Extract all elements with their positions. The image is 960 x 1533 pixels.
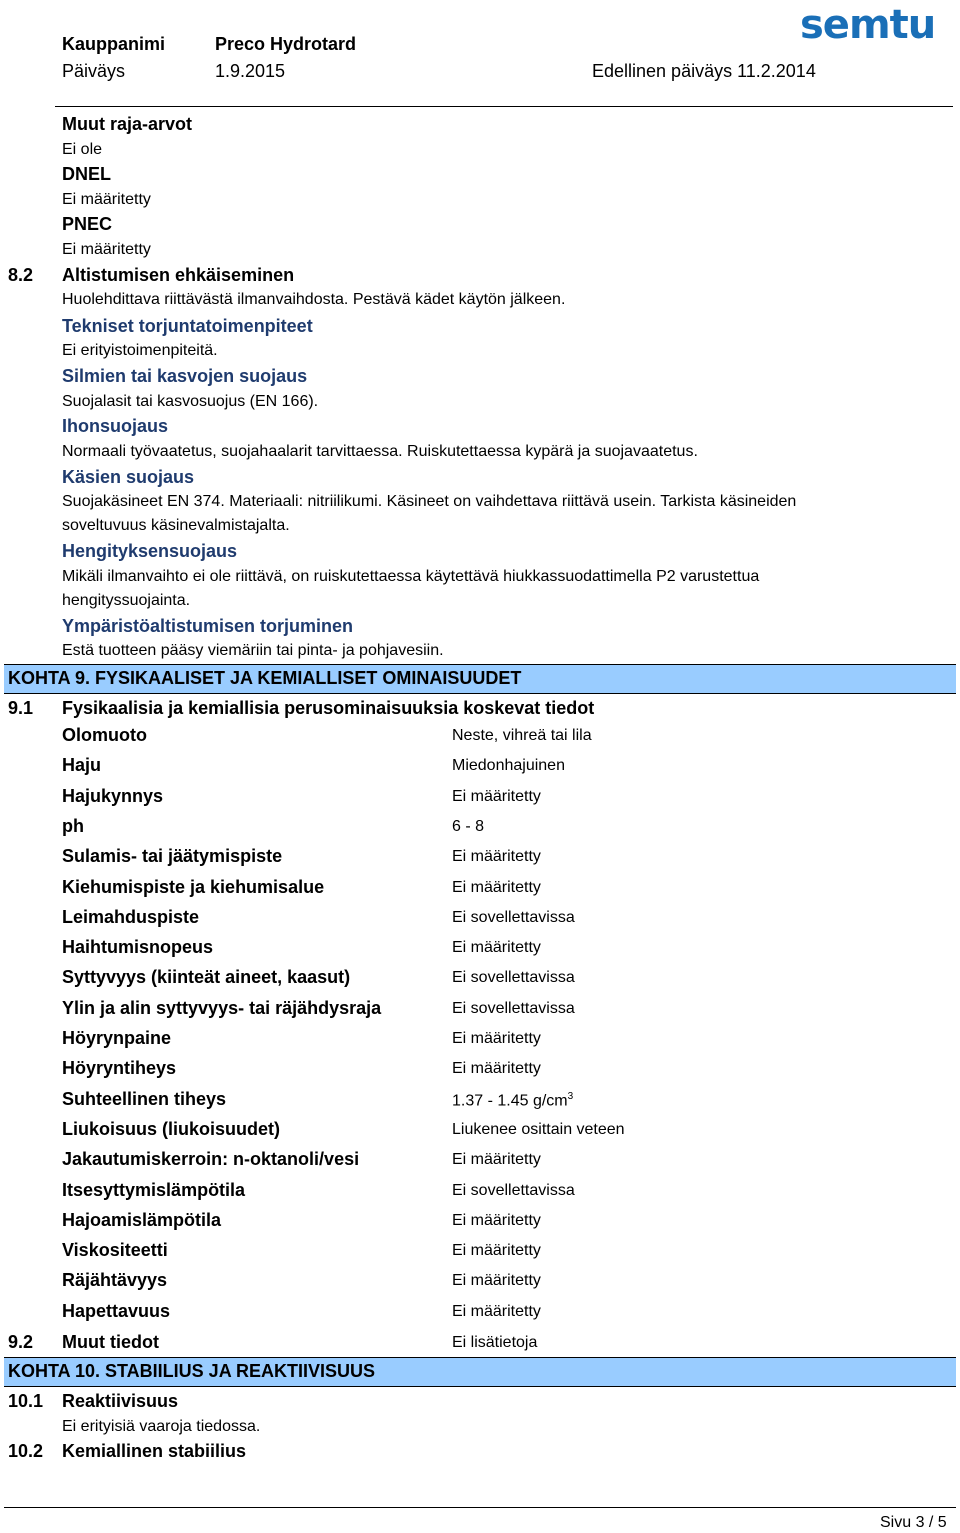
property-value xyxy=(452,1091,573,1110)
header-divider xyxy=(55,106,953,107)
section-9-2-number: 9.2 xyxy=(8,1332,34,1352)
dnel-title: DNEL xyxy=(62,164,111,184)
other-limits-value: Ei ole xyxy=(62,141,103,158)
property-value xyxy=(452,1151,541,1169)
property-value xyxy=(452,969,575,987)
property-value-text: Ei määritetty xyxy=(452,1303,541,1320)
section-10-1-text: Ei erityisiä vaaroja tiedossa. xyxy=(62,1418,261,1435)
pnec-title: PNEC xyxy=(62,214,113,234)
section-10-1-title: Reaktiivisuus xyxy=(62,1391,179,1411)
property-label: Hapettavuus xyxy=(62,1301,171,1321)
property-value-text: Ei sovellettavissa xyxy=(452,1182,575,1199)
property-value-text: Ei määritetty xyxy=(452,788,541,805)
eye-protection-text: Suojalasit tai kasvosuojus (EN 166). xyxy=(62,393,319,410)
section-9-2-title: Muut tiedot xyxy=(62,1332,159,1352)
respiratory-protection-text-2: hengityssuojainta. xyxy=(62,592,191,609)
property-label: Viskositeetti xyxy=(62,1240,168,1260)
property-value xyxy=(452,788,541,806)
property-value xyxy=(452,1030,541,1048)
property-label: Hajoamislämpötila xyxy=(62,1210,222,1230)
property-label: Hajukynnys xyxy=(62,786,164,806)
property-value-text: 1.37 - 1.45 g/cm xyxy=(452,1092,568,1110)
property-label: Kiehumispiste ja kiehumisalue xyxy=(62,877,325,897)
section-8-2-number: 8.2 xyxy=(8,265,34,285)
technical-controls-title: Tekniset torjuntatoimenpiteet xyxy=(62,316,313,336)
property-value-text: 6 - 8 xyxy=(452,818,485,835)
property-value-text: Ei määritetty xyxy=(452,939,541,956)
property-label: Räjähtävyys xyxy=(62,1270,168,1290)
section-8-2-title: Altistumisen ehkäiseminen xyxy=(62,265,295,285)
property-value-text: Ei määritetty xyxy=(452,879,541,896)
environmental-exposure-text: Estä tuotteen pääsy viemäriin tai pinta- ja pohjavesiin. xyxy=(62,642,444,659)
property-label: ph xyxy=(62,816,84,836)
section-9-heading: KOHTA 9. FYSIKAALISET JA KEMIALLISET OMINAISUUDET xyxy=(8,668,522,688)
dnel-value: Ei määritetty xyxy=(62,191,151,208)
property-value-text: Ei määritetty xyxy=(452,1060,541,1077)
property-value-text: Ei määritetty xyxy=(452,1151,541,1168)
respiratory-protection-title: Hengityksensuojaus xyxy=(62,541,238,561)
other-limits-title: Muut raja-arvot xyxy=(62,114,193,134)
property-value-text: Ei määritetty xyxy=(452,1212,541,1229)
pnec-value: Ei määritetty xyxy=(62,241,151,258)
property-label: Suhteellinen tiheys xyxy=(62,1089,227,1109)
property-value xyxy=(452,1060,541,1078)
property-value xyxy=(452,1272,541,1290)
property-label: Leimahduspiste xyxy=(62,907,200,927)
property-value-text: Ei sovellettavissa xyxy=(452,1000,575,1017)
section-10-2-title: Kemiallinen stabiilius xyxy=(62,1441,247,1461)
property-value-text: Ei määritetty xyxy=(452,1272,541,1289)
hand-protection-text-2: soveltuvuus käsinevalmistajalta. xyxy=(62,517,290,534)
skin-protection-title: Ihonsuojaus xyxy=(62,416,169,436)
property-value xyxy=(452,727,592,745)
section-9-2-value: Ei lisätietoja xyxy=(452,1334,538,1351)
date-value: 1.9.2015 xyxy=(215,61,286,81)
page-number: Sivu 3 / 5 xyxy=(880,1514,947,1531)
trade-name-value: Preco Hydrotard xyxy=(215,34,357,54)
previous-date: Edellinen päiväys 11.2.2014 xyxy=(592,61,816,81)
section-10-band xyxy=(4,1357,956,1387)
property-value xyxy=(452,1000,575,1018)
property-value xyxy=(452,818,484,836)
property-value xyxy=(452,939,541,957)
property-label: Sulamis- tai jäätymispiste xyxy=(62,846,283,866)
unit-superscript: 3 xyxy=(567,1091,574,1102)
property-value xyxy=(452,909,575,927)
property-label: Itsesyttymislämpötila xyxy=(62,1180,246,1200)
section-8-2-text: Huolehdittava riittävästä ilmanvaihdosta. Pestävä kädet käytön jälkeen. xyxy=(62,291,566,308)
footer-divider xyxy=(4,1507,956,1508)
property-label: Höyryntiheys xyxy=(62,1058,177,1078)
property-value xyxy=(452,1212,541,1230)
property-value-text: Ei määritetty xyxy=(452,1242,541,1259)
property-value-text: Ei määritetty xyxy=(452,848,541,865)
property-label: Höyrynpaine xyxy=(62,1028,172,1048)
property-value-text: Ei määritetty xyxy=(452,1030,541,1047)
skin-protection-text: Normaali työvaatetus, suojahaalarit tarvittaessa. Ruiskutettaessa kypärä ja suojavaatetus. xyxy=(62,443,698,460)
eye-protection-title: Silmien tai kasvojen suojaus xyxy=(62,366,308,386)
property-label: Syttyvyys (kiinteät aineet, kaasut) xyxy=(62,967,351,987)
section-10-1-number: 10.1 xyxy=(8,1391,44,1411)
hand-protection-text-1: Suojakäsineet EN 374. Materiaali: nitriilikumi. Käsineet on vaihdettava riittävä usein. Tarkista käsineiden xyxy=(62,493,797,510)
property-value-text: Ei sovellettavissa xyxy=(452,909,575,926)
property-value xyxy=(452,757,565,775)
property-label: Liukoisuus (liukoisuudet) xyxy=(62,1119,281,1139)
property-value xyxy=(452,1182,575,1200)
section-10-heading: KOHTA 10. STABIILIUS JA REAKTIIVISUUS xyxy=(8,1361,376,1381)
trade-name-label: Kauppanimi xyxy=(62,34,166,54)
property-label: Ylin ja alin syttyvyys- tai räjähdysraja xyxy=(62,998,382,1018)
respiratory-protection-text-1: Mikäli ilmanvaihto ei ole riittävä, on ruiskutettaessa käytettävä hiukkassuodattimella P2 varustettua xyxy=(62,568,760,585)
property-label: Haju xyxy=(62,755,102,775)
property-value xyxy=(452,1242,541,1260)
section-10-2-number: 10.2 xyxy=(8,1441,44,1461)
hand-protection-title: Käsien suojaus xyxy=(62,467,195,487)
property-value xyxy=(452,848,541,866)
section-9-band xyxy=(4,664,956,694)
property-value xyxy=(452,1121,625,1139)
property-value-text: Ei sovellettavissa xyxy=(452,969,575,986)
date-label: Päiväys xyxy=(62,61,126,81)
property-value-text: Miedonhajuinen xyxy=(452,757,565,774)
property-label: Jakautumiskerroin: n-oktanoli/vesi xyxy=(62,1149,360,1169)
section-9-1-title: Fysikaalisia ja kemiallisia perusominaisuuksia koskevat tiedot xyxy=(62,698,595,718)
property-value-text: Liukenee osittain veteen xyxy=(452,1121,625,1138)
property-value-text: Neste, vihreä tai lila xyxy=(452,727,592,744)
semtu-logo: semtu xyxy=(800,2,936,48)
property-label: Haihtumisnopeus xyxy=(62,937,214,957)
environmental-exposure-title: Ympäristöaltistumisen torjuminen xyxy=(62,616,354,636)
property-label: Olomuoto xyxy=(62,725,147,745)
property-value xyxy=(452,879,541,897)
section-9-1-number: 9.1 xyxy=(8,698,34,718)
property-value xyxy=(452,1303,541,1321)
technical-controls-text: Ei erityistoimenpiteitä. xyxy=(62,342,218,359)
